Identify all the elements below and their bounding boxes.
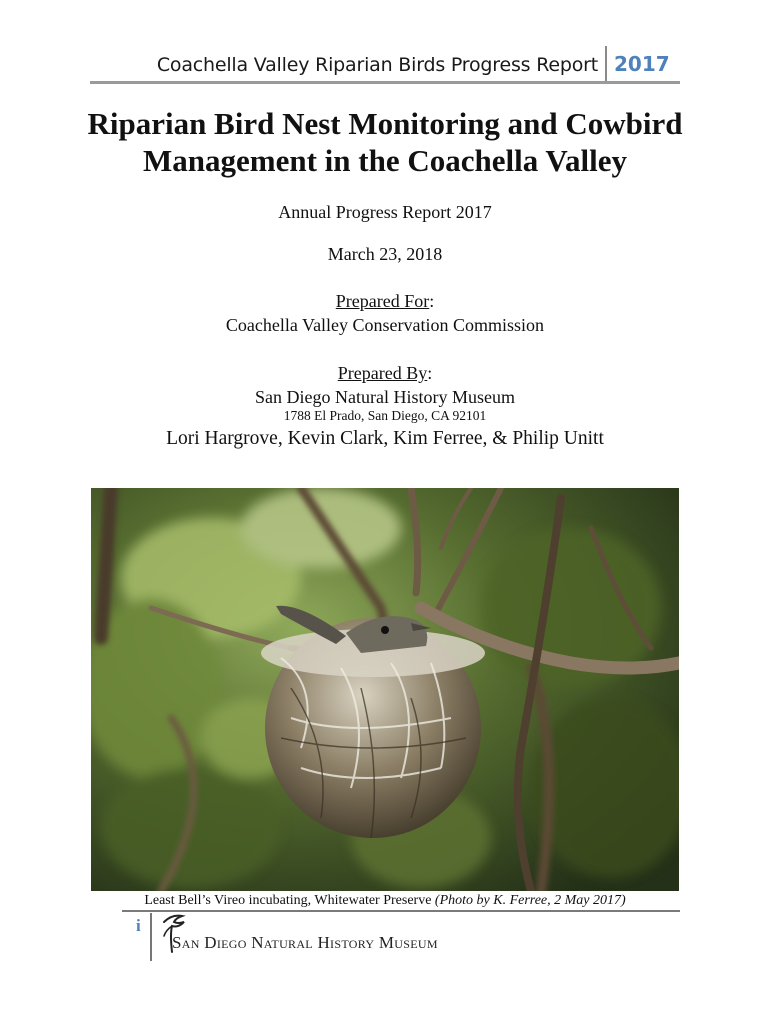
running-header	[90, 44, 680, 84]
prepared-by-label: Prepared By	[337, 363, 428, 383]
report-title-line-1: Riparian Bird Nest Monitoring and Cowbird	[87, 106, 683, 141]
prepared-for-organization: Coachella Valley Conservation Commission	[225, 315, 545, 335]
bird-nest-photo	[91, 488, 679, 891]
footer-divider	[150, 913, 152, 961]
prepared-for-heading	[40, 290, 730, 312]
report-title-line-2: Management in the Coachella Valley	[143, 143, 627, 178]
report-title	[40, 105, 730, 179]
report-authors: Lori Hargrove, Kevin Clark, Kim Ferree, & Philip Unitt	[166, 428, 604, 449]
page-number: i	[136, 916, 141, 935]
prepared-for-label: Prepared For	[335, 291, 430, 311]
running-header-divider	[605, 46, 607, 83]
prepared-by-colon: :	[427, 363, 433, 383]
running-header-title: Coachella Valley Riparian Birds Progress Report	[156, 54, 598, 76]
museum-name: San Diego Natural History Museum	[172, 933, 438, 952]
prepared-by-heading	[40, 362, 730, 384]
prepared-for-colon: :	[429, 291, 435, 311]
running-header-rule	[90, 81, 680, 84]
prepared-by-organization: San Diego Natural History Museum	[255, 387, 515, 407]
photo-caption	[40, 892, 730, 909]
running-header-year: 2017	[614, 52, 670, 76]
photo-credit: (Photo by K. Ferree, 2 May 2017)	[434, 893, 626, 908]
report-date: March 23, 2018	[327, 244, 443, 264]
prepared-by-address: 1788 El Prado, San Diego, CA 92101	[283, 408, 487, 423]
caption-rule	[122, 910, 680, 912]
photo-caption-text: Least Bell’s Vireo incubating, Whitewater Preserve	[144, 893, 435, 908]
report-type: Annual Progress Report 2017	[278, 202, 492, 222]
